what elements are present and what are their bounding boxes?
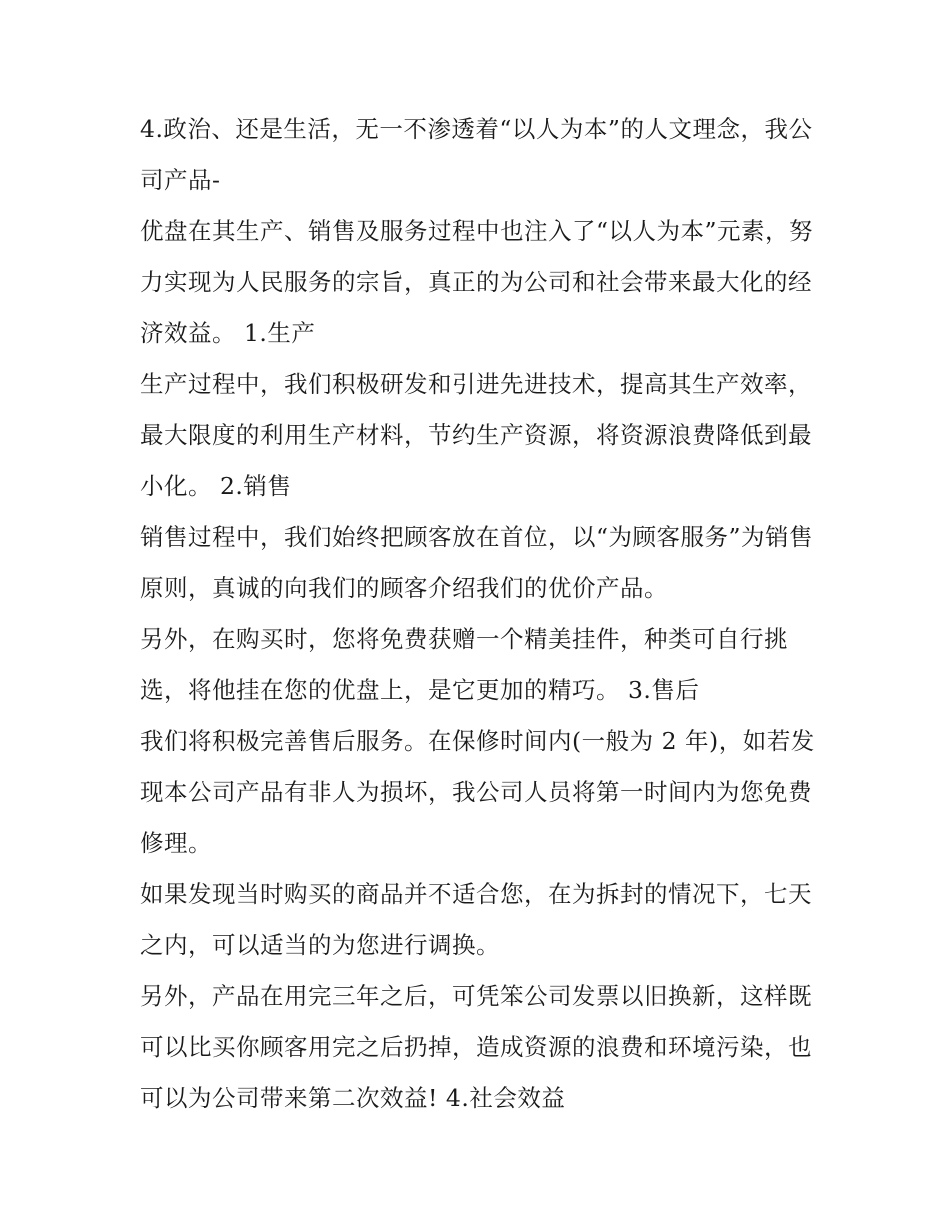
paragraph-sales: 销售过程中，我们始终把顾客放在首位，以“为顾客服务”为销售原则，真诚的向我们的顾客介绍我们的优价产品。 bbox=[140, 523, 814, 602]
paragraph-exchange: 如果发现当时购买的商品并不适合您，在为拆封的情况下，七天之内，可以适当的为您进行调换。 bbox=[140, 880, 812, 959]
paragraph-intro: 4.政治、还是生活，无一不渗透着“以人为本”的人文理念，我公司产品- bbox=[140, 115, 813, 194]
paragraph-production: 生产过程中，我们积极研发和引进先进技术，提高其生产效率，最大限度的利用生产材料，节约生产资源，将资源浪费降低到最小化。 2.销售 bbox=[140, 370, 812, 500]
paragraph-gift: 另外，在购买时，您将免费获赠一个精美挂件，种类可自行挑选，将他挂在您的优盘上，是它更加的精巧。 3.售后 bbox=[140, 625, 788, 704]
paragraph-people-oriented: 优盘在其生产、销售及服务过程中也注入了“以人为本”元素，努力实现为人民服务的宗旨，真正的为公司和社会带来最大化的经济效益。 1.生产 bbox=[140, 217, 814, 347]
paragraph-after-sales: 我们将积极完善售后服务。在保修时间内(一般为 2 年)，如若发现本公司产品有非人为损坏，我公司人员将第一时间内为您免费修理。 bbox=[140, 727, 815, 857]
paragraph-trade-in: 另外，产品在用完三年之后，可凭笨公司发票以旧换新，这样既可以比买你顾客用完之后扔掉，造成资源的浪费和环境污染，也可以为公司带来第二次效益! 4.社会效益 bbox=[140, 982, 812, 1112]
document-body bbox=[140, 104, 820, 1124]
